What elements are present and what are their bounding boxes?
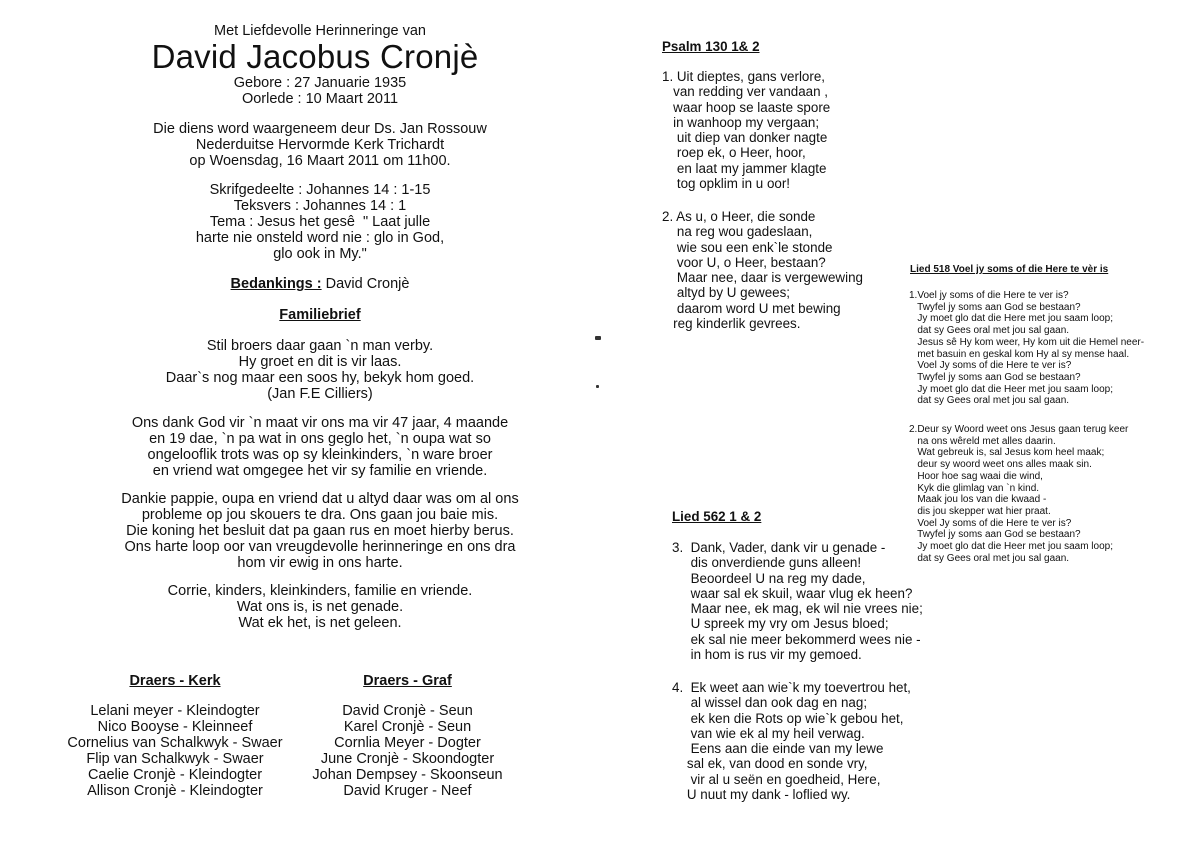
paragraph-line: probleme op jou skouers te dra. Ons gaan jou baie mis.: [141, 507, 499, 523]
scripture-line: Tema : Jesus het gesê " Laat julle: [209, 214, 431, 230]
hymn-line: ek ken die Rots op wie`k gebou het,: [672, 710, 904, 726]
hymn-line: wie sou een enk`le stonde: [662, 239, 833, 255]
paragraph-2: [100, 491, 540, 571]
poem-line: (Jan F.E Cilliers): [267, 386, 373, 402]
hymn-line: sal ek, van dood en sonde vry,: [672, 756, 868, 772]
hymn-line: Beoordeel U na reg my dade,: [672, 570, 866, 586]
thanks-label: Bedankings :: [230, 276, 322, 292]
hymn-line: U nuut my dank - loflied wy.: [672, 787, 851, 803]
hymn-line: 1.Voel jy soms of die Here te ver is?: [909, 290, 1069, 301]
hymn-line: Voel Jy soms of die Here te ver is?: [909, 360, 1072, 372]
hymn-line: en laat my jammer klagte: [662, 160, 827, 176]
hymn-line: Jy moet glo dat die Heer met jou saam loop;: [909, 383, 1113, 395]
hymn-line: al wissel dan ook dag en nag;: [672, 695, 868, 711]
bearers-church-heading: Draers - Kerk: [129, 673, 221, 689]
fold-mark: [595, 336, 601, 340]
hymn-line: van redding ver vandaan ,: [662, 84, 829, 100]
bearer-name: Cornelius van Schalkwyk - Swaer: [67, 735, 283, 751]
hymn-line: Kyk die glimlag van `n kind.: [909, 482, 1040, 494]
paragraph-line: Ons dank God vir `n maat vir ons ma vir 47 jaar, 4 maande: [131, 415, 509, 431]
psalm-heading-wrap: [662, 39, 760, 54]
bearers-church: [60, 673, 290, 799]
hymn-line: Jy moet glo dat die Here met jou saam loop;: [909, 313, 1113, 325]
intro-line: Met Liefdevolle Herinneringe van: [214, 23, 426, 39]
hymn-line: 3. Dank, Vader, dank vir u genade -: [672, 540, 886, 555]
hymn-line: dat sy Gees oral met jou sal gaan.: [909, 552, 1070, 564]
bearer-name: Nico Booyse - Kleinneef: [97, 719, 253, 735]
closing: [120, 583, 520, 631]
hymn-line: na reg wou gadeslaan,: [662, 224, 813, 240]
hymn-line: dat sy Gees oral met jou sal gaan.: [909, 325, 1070, 337]
hymn-line: vir al u seën en goedheid, Here,: [672, 771, 881, 787]
hymn-line: van wie ek al my heil verwag.: [672, 725, 865, 741]
hymn-line: 2. As u, o Heer, die sonde: [662, 209, 816, 224]
letter-heading-wrap: [120, 307, 520, 323]
service-details: [120, 121, 520, 169]
hymn-line: dis onverdiende guns alleen!: [672, 555, 862, 571]
bearer-name: Allison Cronjè - Kleindogter: [87, 783, 263, 799]
closing-line: Wat ek het, is net geleen.: [238, 615, 402, 631]
hymn-line: ek sal nie meer bekommerd wees nie -: [672, 631, 921, 647]
paragraph-line: en vriend wat omgegee het vir sy familie en vriende.: [152, 463, 488, 479]
psalm-heading: Psalm 130 1& 2: [662, 39, 760, 54]
bearer-name: David Kruger - Neef: [343, 783, 472, 799]
lied518-verse-2: [909, 424, 1128, 564]
hymn-line: Maar nee, daar is vergewewing: [662, 270, 863, 286]
paragraph-line: Dankie pappie, oupa en vriend dat u altyd daar was om al ons: [121, 491, 519, 507]
service-line: op Woensdag, 16 Maart 2011 om 11h00.: [189, 153, 451, 169]
paragraph-line: hom vir ewig in ons harte.: [237, 555, 403, 571]
lied562-verse-3: [672, 540, 923, 662]
hymn-line: Jesus sê Hy kom weer, Hy kom uit die Hemel neer-: [909, 336, 1145, 348]
bearers-grave-heading: Draers - Graf: [363, 673, 452, 689]
lied562-heading: Lied 562 1 & 2: [672, 509, 762, 524]
hymn-line: roep ek, o Heer, hoor,: [662, 145, 806, 161]
scripture-line: Teksvers : Johannes 14 : 1: [233, 198, 407, 214]
service-line: Nederduitse Hervormde Kerk Trichardt: [195, 137, 445, 153]
poem-line: Stil broers daar gaan `n man verby.: [206, 338, 434, 354]
hymn-line: altyd by U gewees;: [662, 285, 791, 301]
hymn-line: met basuin en geskal kom Hy al sy mense haal.: [909, 348, 1130, 360]
bearers-grave: [305, 673, 510, 799]
paragraph-1: [110, 415, 530, 479]
hymn-line: reg kinderlik gevrees.: [662, 316, 801, 332]
bearer-name: David Cronjè - Seun: [342, 703, 473, 719]
scripture-line: glo ook in My.": [273, 246, 367, 262]
hymn-line: Hoor hoe sag waai die wind,: [909, 470, 1043, 482]
psalm-verse-1: [662, 69, 830, 191]
hymn-line: Twyfel jy soms aan God se bestaan?: [909, 371, 1081, 383]
hymn-line: voor U, o Heer, bestaan?: [662, 254, 826, 270]
hymn-line: tog opklim in u oor!: [662, 176, 791, 192]
bearer-name: Karel Cronjè - Seun: [343, 719, 472, 735]
thanks-value: David Cronjè: [321, 276, 410, 292]
poem-line: Daar`s nog maar een soos hy, bekyk hom goed.: [165, 370, 475, 386]
hymn-line: dat sy Gees oral met jou sal gaan.: [909, 395, 1070, 407]
paragraph-line: ongelooflik trots was op sy kleinkinders, `n ware broer: [147, 447, 493, 463]
bearer-name: Lelani meyer - Kleindogter: [90, 703, 260, 719]
psalm-verse-2: [662, 209, 863, 331]
hymn-line: Wat gebreuk is, sal Jesus kom heel maak;: [909, 447, 1105, 459]
paragraph-line: Die koning het besluit dat pa gaan rus en moet hierby berus.: [126, 523, 514, 539]
deceased-name: David Jacobus Cronjè: [151, 38, 479, 75]
thanks-line: [120, 276, 520, 292]
hymn-line: daarom word U met bewing: [662, 300, 841, 316]
hymn-line: waar sal ek skuil, waar vlug ek heen?: [672, 585, 913, 601]
service-line: Die diens word waargeneem deur Ds. Jan Rossouw: [153, 121, 487, 137]
lied562-verse-4: [672, 680, 911, 802]
closing-line: Corrie, kinders, kleinkinders, familie en vriende.: [167, 583, 473, 599]
paragraph-line: Ons harte loop oor van vreugdevolle herinneringe en ons dra: [124, 539, 516, 555]
birth-date: Gebore : 27 Januarie 1935: [233, 75, 407, 91]
hymn-line: na ons wêreld met alles daarin.: [909, 435, 1056, 447]
lied518-verse-1: [909, 290, 1144, 407]
scripture-details: [120, 182, 520, 262]
hymn-line: in hom is rus vir my gemoed.: [672, 647, 862, 663]
fold-mark: [596, 385, 599, 388]
hymn-line: Eens aan die einde van my lewe: [672, 741, 884, 757]
hymn-line: dis jou skepper wat hier praat.: [909, 505, 1051, 517]
hymn-line: Maar nee, ek mag, ek wil nie vrees nie;: [672, 601, 923, 617]
bearer-name: Caelie Cronjè - Kleindogter: [87, 767, 263, 783]
closing-line: Wat ons is, is net genade.: [236, 599, 404, 615]
hymn-line: deur sy woord weet ons alles maak sin.: [909, 459, 1092, 471]
lied518-heading: Lied 518 Voel jy soms of die Here te vèr is: [910, 264, 1109, 275]
poem-line: Hy groet en dit is vir laas.: [238, 354, 402, 370]
hymn-line: 1. Uit dieptes, gans verlore,: [662, 69, 826, 84]
bearer-name: June Cronjè - Skoondogter: [320, 751, 495, 767]
hymn-line: Twyfel jy soms aan God se bestaan?: [909, 529, 1081, 541]
hymn-line: uit diep van donker nagte: [662, 130, 828, 146]
lied562-heading-wrap: [672, 509, 761, 524]
hymn-line: 4. Ek weet aan wie`k my toevertrou het,: [672, 680, 911, 695]
death-date: Oorlede : 10 Maart 2011: [241, 91, 399, 107]
bearer-name: Cornlia Meyer - Dogter: [334, 735, 481, 751]
scripture-line: Skrifgedeelte : Johannes 14 : 1-15: [209, 182, 431, 198]
hymn-line: Maak jou los van die kwaad -: [909, 494, 1047, 506]
hymn-line: waar hoop se laaste spore: [662, 99, 831, 115]
lied518-heading-wrap: [910, 264, 1108, 276]
hymn-line: Jy moet glo dat die Heer met jou saam loop;: [909, 541, 1113, 553]
paragraph-line: en 19 dae, `n pa wat in ons geglo het, `n oupa wat so: [149, 431, 491, 447]
hymn-line: Twyfel jy soms aan God se bestaan?: [909, 301, 1081, 313]
bearer-name: Johan Dempsey - Skoonseun: [312, 767, 503, 783]
bearer-name: Flip van Schalkwyk - Swaer: [86, 751, 264, 767]
hymn-line: 2.Deur sy Woord weet ons Jesus gaan terug keer: [909, 424, 1129, 435]
poem: [120, 338, 520, 402]
scripture-line: harte nie onsteld word nie : glo in God,: [195, 230, 445, 246]
hymn-line: U spreek my vry om Jesus bloed;: [672, 616, 889, 632]
letter-heading: Familiebrief: [279, 307, 361, 323]
hymn-line: in wanhoop my vergaan;: [662, 114, 820, 130]
hymn-line: Voel Jy soms of die Here te ver is?: [909, 517, 1072, 529]
